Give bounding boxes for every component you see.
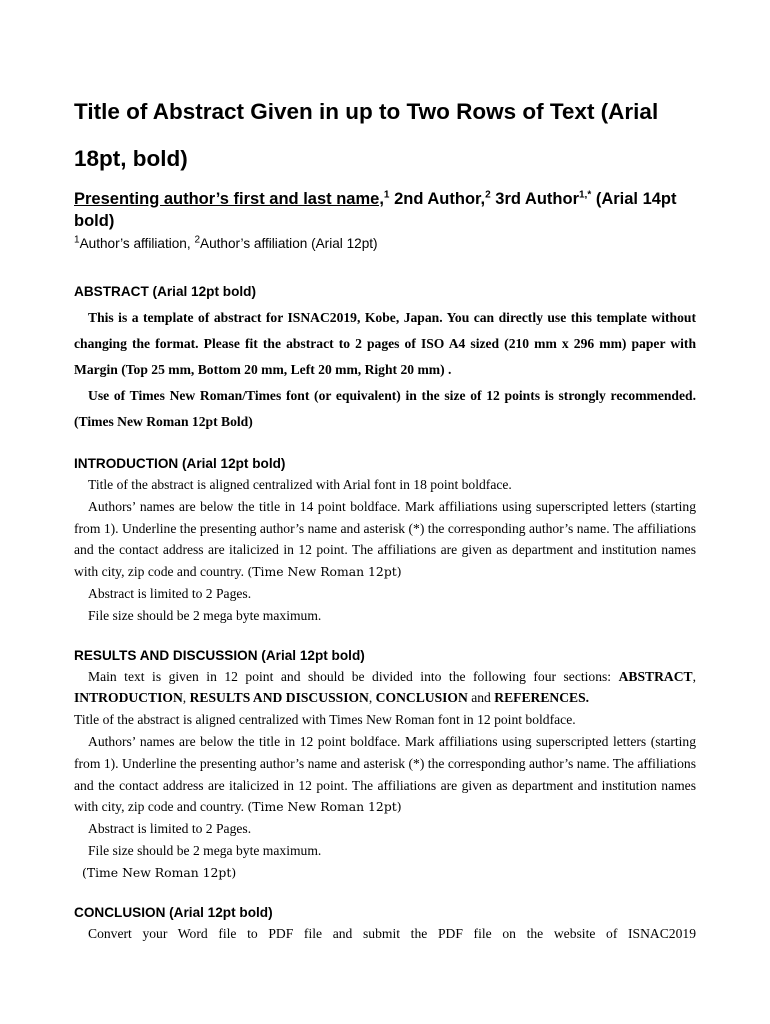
separator: , — [692, 668, 696, 684]
section-heading: INTRODUCTION (Arial 12pt bold) — [74, 456, 286, 471]
author-affiliation-mark: 1,* — [579, 189, 592, 201]
abstract-section — [74, 282, 696, 435]
affiliation-2: Author’s affiliation (Arial 12pt) — [200, 236, 378, 251]
section-heading: CONCLUSION (Arial 12pt bold) — [74, 904, 273, 920]
title-line-2: 18pt, bold) — [74, 146, 188, 171]
results-section — [74, 646, 696, 884]
paragraph-text: Authors’ names are below the title in 12 point boldface. Mark affiliations using superscripted letters (starting from 1). Underline the presenting author’s name and asterisk (*) the corresponding author’s name. The affiliations and the contact address are italicized in 12 point. The affiliations are given as department and institution names with city, zip code and country. — [74, 733, 696, 815]
abstract-paragraph: Use of Times New Roman/Times font (or equivalent) in the size of 12 points is strongly recommended. (Times New Roman 12pt Bold) — [74, 388, 696, 429]
section-name-references: REFERENCES. — [494, 690, 590, 706]
body-paragraph: File size should be 2 mega byte maximum. — [88, 842, 322, 858]
document-title — [74, 88, 696, 182]
format-note: (Time New Roman 12pt) — [247, 564, 402, 580]
section-name-conclusion: CONCLUSION — [375, 690, 468, 706]
second-author: 2nd Author, — [389, 190, 486, 208]
affiliation-1: Author’s affiliation, — [79, 236, 195, 251]
body-paragraph: Title of the abstract is aligned centralized with Arial font in 18 point boldface. — [88, 477, 512, 492]
body-paragraph: Abstract is limited to 2 Pages. — [88, 585, 252, 601]
format-note: (Time New Roman 12pt) — [82, 864, 237, 880]
body-paragraph: Convert your Word file to PDF file and submit the PDF file on the website of ISNAC2019 — [88, 925, 696, 941]
author-affiliation-mark: 2 — [485, 189, 491, 201]
third-author: 3rd Author — [490, 190, 579, 208]
body-paragraph — [74, 862, 696, 884]
body-paragraph — [74, 666, 696, 710]
presenting-author: Presenting author’s first and last name, — [74, 190, 384, 208]
abstract-paragraph: This is a template of abstract for ISNAC2019, Kobe, Japan. You can directly use this template without changing the format. Please fit the abstract to 2 pages of ISO A4 sized (210 mm x 296 mm) paper with Margin (Top 25 mm, Bottom 20 mm, Left 20 mm, Right 20 mm) . — [74, 310, 696, 377]
body-paragraph — [74, 496, 696, 583]
body-paragraph: Abstract is limited to 2 Pages. — [88, 821, 252, 837]
conclusion-section — [74, 903, 696, 945]
affiliation-mark: 2 — [194, 234, 200, 246]
paragraph-text: Authors’ names are below the title in 14 point boldface. Mark affiliations using superscripted letters (starting from 1). Underline the presenting author’s name and asterisk (*) the corresponding author’s name. The affiliations and the contact address are italicized in 12 point. The affiliations are given as department and institution names with city, zip code and country. — [74, 498, 696, 580]
section-heading: RESULTS AND DISCUSSION (Arial 12pt bold) — [74, 647, 365, 663]
introduction-section — [74, 454, 696, 627]
title-line-1: Title of Abstract Given in up to Two Rows of Text (Arial — [74, 99, 659, 124]
affiliations — [74, 234, 696, 254]
paragraph-text: Main text is given in 12 point and should be divided into the following four sections: — [88, 668, 619, 684]
format-note: (Time New Roman 12pt) — [247, 799, 402, 815]
separator: and — [467, 690, 495, 706]
affiliation-mark: 1 — [74, 234, 80, 246]
section-name-abstract: ABSTRACT — [618, 668, 693, 684]
body-paragraph: File size should be 2 mega byte maximum. — [88, 607, 322, 623]
section-name-introduction: INTRODUCTION — [74, 690, 183, 706]
author-list — [74, 188, 696, 232]
separator: , — [182, 690, 190, 706]
body-paragraph — [74, 731, 696, 818]
section-heading: ABSTRACT (Arial 12pt bold) — [74, 284, 257, 299]
separator: , — [368, 690, 376, 706]
section-name-results: RESULTS AND DISCUSSION — [189, 690, 369, 706]
author-affiliation-mark: 1 — [383, 189, 390, 201]
author-format-note: (Arial 14pt bold) — [74, 190, 677, 230]
body-paragraph: Title of the abstract is aligned centralized with Times New Roman font in 12 point boldface. — [74, 712, 576, 728]
